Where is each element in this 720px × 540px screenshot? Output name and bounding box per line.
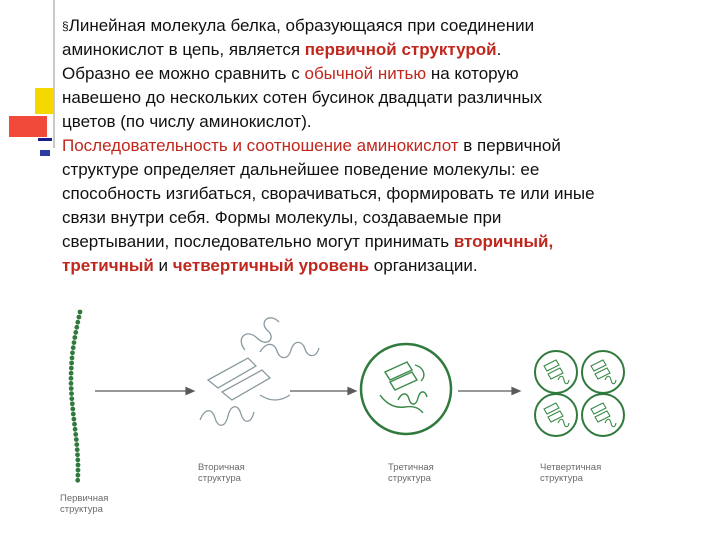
caption-line: Первичная — [60, 493, 109, 504]
text-line — [62, 16, 534, 35]
text-span: аминокислот в цепь, является — [62, 40, 305, 59]
amino-acid-bead — [69, 386, 74, 391]
subunit-circle — [582, 351, 624, 393]
caption-primary — [60, 493, 108, 515]
helix-bottom — [200, 407, 254, 426]
amino-acid-bead — [69, 376, 74, 381]
amino-acid-bead — [75, 447, 80, 452]
caption-line: структура — [198, 473, 241, 484]
text-line: структуре определяет дальнейшее поведение молекулы: ее — [62, 160, 540, 179]
tertiary-structure-graphic — [361, 344, 451, 434]
amino-acid-bead — [69, 391, 74, 396]
caption-line: Четвертичная — [540, 462, 602, 473]
highlight-quaternary-level: четвертичный уровень — [172, 256, 370, 275]
text-span: организации. — [369, 256, 478, 275]
caption-tertiary — [388, 462, 434, 484]
amino-acid-bead — [74, 437, 79, 442]
text-span: . — [496, 40, 502, 59]
arrows — [95, 388, 520, 395]
amino-acid-bead — [73, 427, 78, 432]
subunit-circle — [535, 351, 577, 393]
caption-line: Третичная — [388, 462, 434, 473]
amino-acid-bead — [69, 371, 74, 376]
amino-acid-bead — [74, 325, 79, 330]
subunit-circle — [582, 394, 624, 436]
caption-line: Вторичная — [198, 462, 245, 473]
amino-acid-bead — [69, 366, 74, 371]
text-line: способность изгибаться, сворачиваться, формировать те или иные — [62, 184, 595, 203]
decorative-horizontal-line — [38, 138, 52, 141]
amino-acid-bead — [72, 335, 77, 340]
amino-acid-bead — [69, 396, 74, 401]
amino-acid-bead — [75, 320, 80, 325]
text-line: связи внутри себя. Формы молекулы, создаваемые при — [62, 208, 502, 227]
subunit-circle — [535, 394, 577, 436]
decorative-red-square — [9, 116, 47, 137]
caption-line: структура — [60, 504, 103, 515]
bullet-icon: § — [62, 19, 69, 33]
highlight-primary-structure: первичной структурой — [304, 40, 497, 59]
tertiary-fold — [380, 362, 427, 413]
text-span: на которую — [426, 64, 519, 83]
amino-acid-bead — [71, 345, 76, 350]
amino-acid-bead — [69, 381, 74, 386]
amino-acid-bead — [76, 468, 81, 473]
amino-acid-bead — [69, 361, 74, 366]
decorative-blue-square — [40, 150, 50, 156]
arrow-head — [186, 388, 194, 395]
secondary-structure-graphic — [200, 318, 319, 425]
primary-structure-bead-chain — [69, 310, 83, 483]
decorative-vertical-line — [53, 0, 55, 148]
amino-acid-bead — [71, 412, 76, 417]
caption-line: структура — [388, 473, 431, 484]
amino-acid-bead — [72, 340, 77, 345]
subunit-fold — [544, 360, 569, 384]
text-span: свертывании, последовательно могут принимать — [62, 232, 454, 251]
text-span: и — [153, 256, 173, 275]
text-line — [62, 64, 519, 83]
text-span: Линейная молекула белка, образующаяся при соединении — [68, 16, 535, 35]
amino-acid-bead — [70, 401, 75, 406]
amino-acid-bead — [78, 310, 83, 315]
text-line — [62, 232, 553, 251]
amino-acid-bead — [73, 432, 78, 437]
text-line: цветов (по числу аминокислот). — [62, 112, 312, 131]
text-line — [62, 136, 561, 155]
turn — [260, 395, 290, 400]
caption-line: структура — [540, 473, 583, 484]
decorative-yellow-square — [35, 88, 53, 114]
paragraph-primary-structure — [62, 14, 702, 134]
arrow-head — [348, 388, 356, 395]
amino-acid-bead — [74, 442, 79, 447]
amino-acid-bead — [72, 417, 77, 422]
caption-quaternary — [540, 462, 601, 484]
subunit-fold — [544, 403, 569, 427]
amino-acid-bead — [77, 315, 82, 320]
amino-acid-bead — [75, 478, 80, 483]
helix-top — [260, 342, 319, 357]
amino-acid-bead — [70, 407, 75, 412]
subunit-fold — [591, 360, 616, 384]
paragraph-sequence — [62, 134, 702, 278]
amino-acid-bead — [72, 422, 77, 427]
highlight-ordinary-thread: обычной нитью — [304, 64, 427, 83]
beta-sheet — [208, 358, 270, 400]
amino-acid-bead — [70, 350, 75, 355]
text-line — [62, 40, 501, 59]
amino-acid-bead — [70, 356, 75, 361]
text-line: навешено до нескольких сотен бусинок двадцати различных — [62, 88, 543, 107]
subunit-fold — [591, 403, 616, 427]
text-span: Образно ее можно сравнить с — [62, 64, 305, 83]
amino-acid-bead — [73, 330, 78, 335]
slide-text — [62, 14, 702, 278]
text-line — [62, 256, 478, 275]
amino-acid-bead — [75, 458, 80, 463]
arrow-head — [512, 388, 520, 395]
caption-secondary — [198, 462, 245, 484]
highlight-secondary: вторичный, — [453, 232, 554, 251]
quaternary-structure-graphic — [535, 351, 624, 436]
amino-acid-bead — [75, 452, 80, 457]
highlight-tertiary: третичный — [62, 256, 154, 275]
amino-acid-bead — [76, 463, 81, 468]
text-span: в первичной — [458, 136, 561, 155]
highlight-sequence: Последовательность и соотношение аминокислот — [62, 136, 459, 155]
tertiary-circle — [361, 344, 451, 434]
amino-acid-bead — [76, 473, 81, 478]
